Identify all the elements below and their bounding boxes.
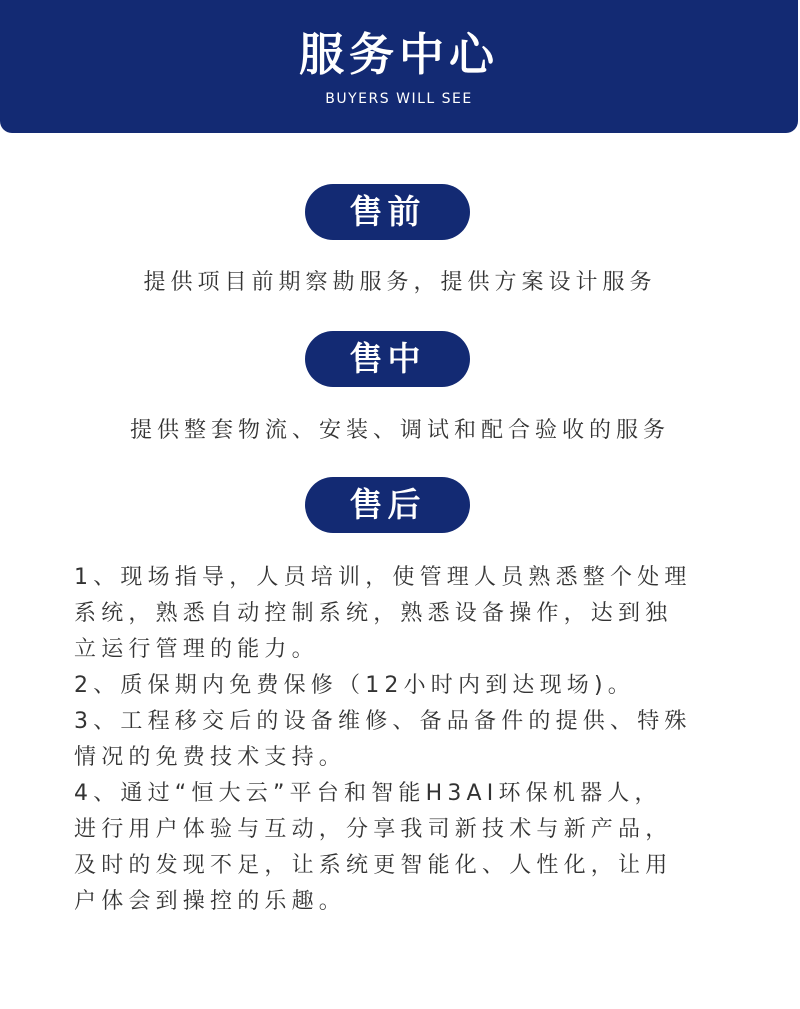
aftersale-line: 进行用户体验与互动，分享我司新技术与新产品， [74, 817, 673, 842]
page-subtitle: BUYERS WILL SEE [325, 91, 473, 107]
aftersale-line: 户体会到操控的乐趣。 [74, 889, 347, 914]
aftersale-line: 情况的免费技术支持。 [74, 745, 347, 770]
aftersale-line: 3、工程移交后的设备维修、备品备件的提供、特殊 [74, 709, 692, 734]
aftersale-badge: 售后 [305, 477, 470, 533]
presale-badge: 售前 [305, 184, 470, 240]
presale-text: 提供项目前期察勘服务，提供方案设计服务 [143, 270, 657, 295]
aftersale-text-block [74, 560, 734, 920]
aftersale-line: 4、通过“恒大云”平台和智能H3AI环保机器人， [74, 781, 662, 806]
page-title: 服务中心 [298, 28, 499, 81]
aftersale-line: 系统，熟悉自动控制系统，熟悉设备操作，达到独 [74, 601, 673, 626]
aftersale-line: 立运行管理的能力。 [74, 637, 319, 662]
insale-text: 提供整套物流、安装、调试和配合验收的服务 [129, 418, 670, 443]
aftersale-line: 2、质保期内免费保修（12小时内到达现场)。 [74, 673, 635, 698]
insale-badge: 售中 [305, 331, 470, 387]
aftersale-line: 及时的发现不足，让系统更智能化、人性化，让用 [74, 853, 673, 878]
aftersale-line: 1、现场指导，人员培训，使管理人员熟悉整个处理 [74, 565, 692, 590]
header-banner [0, 0, 798, 133]
